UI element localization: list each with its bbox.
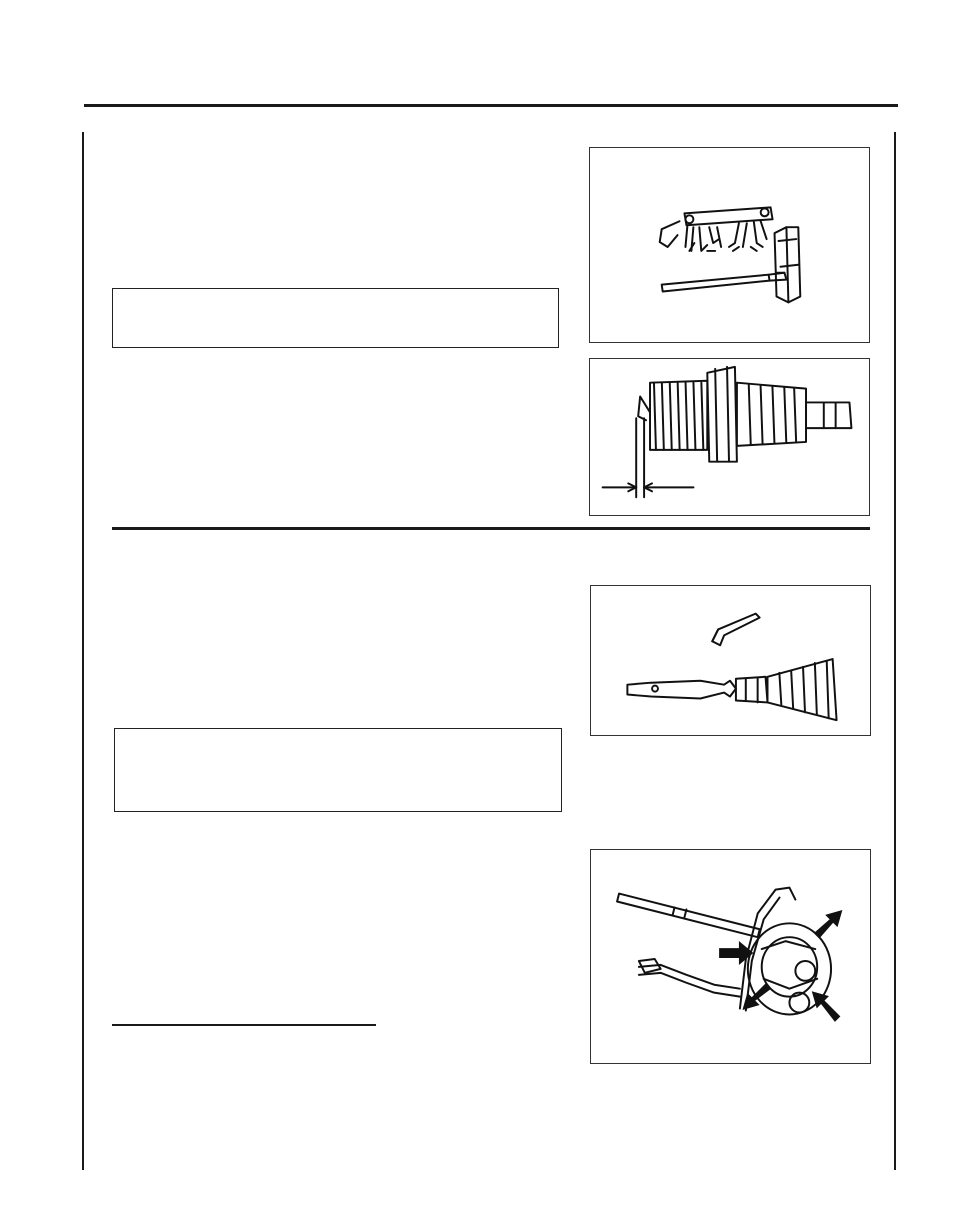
text-underline: [112, 1024, 376, 1026]
tools-figure: [589, 147, 870, 343]
engine-cover-arrows-icon: [591, 850, 870, 1063]
spark-plug-gap-icon: [590, 359, 869, 515]
brush-hex-wrench-icon: [591, 586, 870, 735]
section-divider: [112, 527, 870, 530]
brush-wrench-figure: [590, 585, 871, 736]
note-box: [112, 288, 559, 348]
left-border: [82, 132, 84, 1170]
engine-cover-figure: [590, 849, 871, 1064]
feeler-gauge-screwdriver-wrench-icon: [590, 148, 869, 342]
right-border: [894, 132, 896, 1170]
spark-plug-figure: [589, 358, 870, 516]
note-box: [114, 728, 562, 812]
header-rule: [84, 104, 898, 107]
